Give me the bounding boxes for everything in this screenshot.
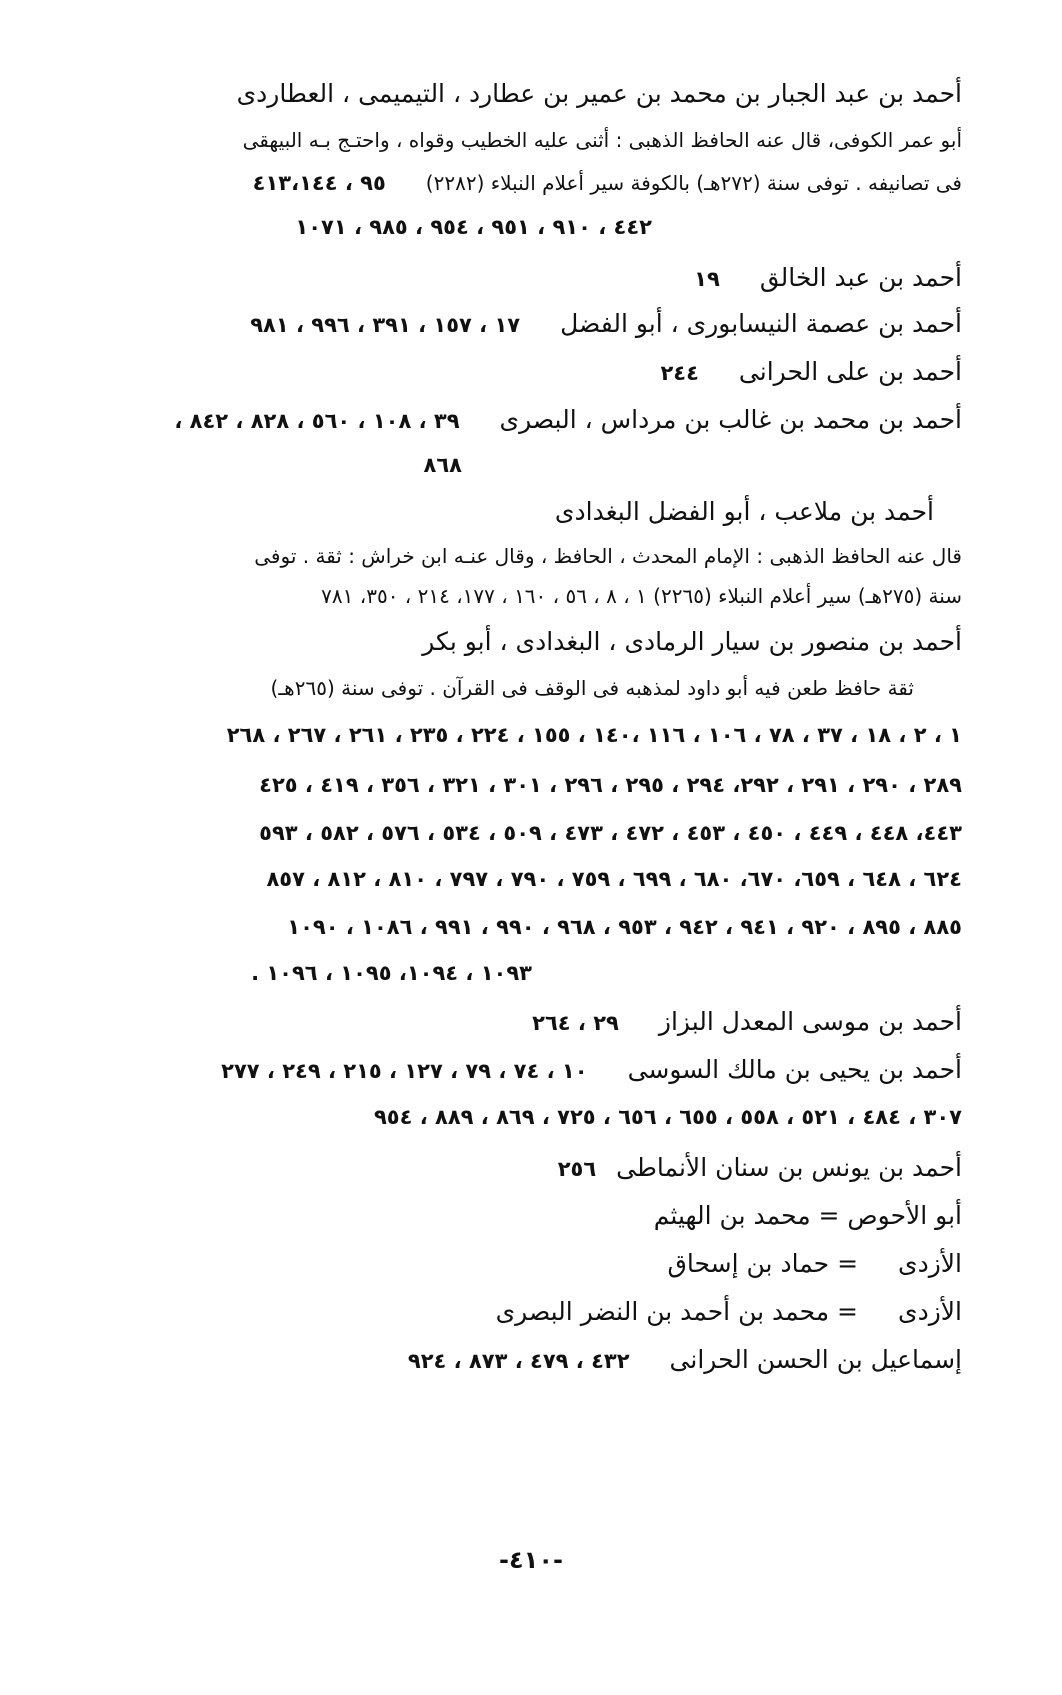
page-number: -٤١٠- <box>499 1546 563 1574</box>
page-references <box>295 214 652 240</box>
entry-name-text: أحمد بن منصور بن سيار الرمادى ، البغدادى ، أبو بكر <box>422 627 962 656</box>
page-references-text: ٤٤٣، ٤٤٨ ، ٤٤٩ ، ٤٥٠ ، ٤٥٣ ، ٤٧٢ ، ٤٧٣ ، ٥٠٩ ، ٥٣٤ ، ٥٧٦ ، ٥٨٢ ، ٥٩٣ <box>259 821 962 845</box>
entry-name-text: أحمد بن موسى المعدل البزاز <box>658 1007 962 1036</box>
cross-reference-label: الأزدى <box>898 1297 962 1326</box>
cross-reference-label: الأزدى <box>898 1249 962 1278</box>
cross-reference-target: = محمد بن أحمد بن النضر البصرى <box>495 1297 859 1326</box>
entry-name-text: أحمد بن عصمة النيسابورى ، أبو الفضل <box>560 309 962 338</box>
entry-description <box>253 170 962 196</box>
entry-description <box>271 676 914 701</box>
description-text: سنة (٢٧٥هـ) سير أعلام النبلاء (٢٢٦٥) ١ ، ٨ ، ٥٦ ، ١٦٠ ، ١٧٧، ٢١٤ ، ٣٥٠، ٧٨١ <box>321 584 962 608</box>
page-references: ٤٣٢ ، ٤٧٩ ، ٨٧٣ ، ٩٢٤ <box>407 1349 630 1373</box>
entry-name <box>555 496 934 527</box>
entry-name <box>532 1006 962 1037</box>
entry-name <box>694 262 962 293</box>
cross-reference-target: = حماد بن إسحاق <box>667 1249 859 1278</box>
page-references <box>424 452 462 478</box>
entry-name <box>408 1344 962 1375</box>
entry-description <box>243 128 962 153</box>
cross-reference <box>668 1248 962 1279</box>
entry-description <box>321 584 962 609</box>
entry-name <box>422 626 962 657</box>
description-text: ثقة حافظ طعن فيه أبو داود لمذهبه فى الوقف فى القرآن . توفى سنة (٢٦٥هـ) <box>270 676 914 700</box>
page-references-text: ٤٤٢ ، ٩١٠ ، ٩٥١ ، ٩٥٤ ، ٩٨٥ ، ١٠٧١ <box>295 215 652 239</box>
entry-name <box>221 1054 962 1085</box>
entry-name-text: أحمد بن يحيى بن مالك السوسى <box>627 1055 962 1084</box>
page-references <box>287 914 962 940</box>
page-references: ٩٥ ، ٤١٣،١٤٤ <box>252 171 386 195</box>
entry-name-text: أحمد بن محمد بن غالب بن مرداس ، البصرى <box>499 405 962 434</box>
page-references <box>259 772 962 798</box>
page-references-text: ٨٨٥ ، ٨٩٥ ، ٩٢٠ ، ٩٤١ ، ٩٤٢ ، ٩٥٣ ، ٩٦٨ ، ٩٩٠ ، ٩٩١ ، ١٠٨٦ ، ١٠٩٠ <box>287 915 962 939</box>
cross-reference <box>654 1200 962 1231</box>
entry-name <box>558 1152 962 1183</box>
page-references <box>266 866 962 892</box>
entry-name-text: أحمد بن على الحرانى <box>738 357 962 386</box>
page-references: ٣٩ ، ١٠٨ ، ٥٦٠ ، ٨٢٨ ، ٨٤٢ ، <box>174 409 460 433</box>
page-references <box>251 960 532 986</box>
entry-name-text: أحمد بن عبد الخالق <box>759 263 962 292</box>
entry-description <box>254 544 962 569</box>
entry-name <box>250 308 962 339</box>
page-references: ٢٤٤ <box>660 361 699 385</box>
page-references-text: ٢٨٩ ، ٢٩٠ ، ٢٩١ ، ٢٩٢، ٢٩٤ ، ٢٩٥ ، ٢٩٦ ، ٣٠١ ، ٣٢١ ، ٣٥٦ ، ٤١٩ ، ٤٢٥ <box>259 773 962 797</box>
page-references <box>374 1104 962 1130</box>
entry-name-text: أحمد بن عبد الجبار بن محمد بن عمير بن عطارد ، التيميمى ، العطاردى <box>236 79 962 108</box>
page-references: ١٧ ، ١٥٧ ، ٣٩١ ، ٩٩٦ ، ٩٨١ <box>250 313 521 337</box>
page-references: ٢٥٦ <box>557 1157 597 1181</box>
page-references-text: ١٠٩٣ ، ١٠٩٤، ١٠٩٥ ، ١٠٩٦ . <box>251 961 532 985</box>
entry-name-text: أحمد بن يونس بن سنان الأنماطى <box>616 1153 962 1182</box>
page-references <box>227 722 962 748</box>
entry-name <box>174 404 962 435</box>
entry-name <box>237 78 962 109</box>
cross-reference <box>496 1296 962 1327</box>
page-references: ١٩ <box>694 267 720 291</box>
entry-name <box>660 356 962 387</box>
page-references <box>259 820 962 846</box>
description-text: أبو عمر الكوفى، قال عنه الحافظ الذهبى : أثنى عليه الخطيب وقواه ، واحتـج بـه البيهقى <box>242 128 962 152</box>
page-references-text: ٣٠٧ ، ٤٨٤ ، ٥٢١ ، ٥٥٨ ، ٦٥٥ ، ٦٥٦ ، ٧٢٥ ، ٨٦٩ ، ٨٨٩ ، ٩٥٤ <box>373 1105 962 1129</box>
entry-name-text: إسماعيل بن الحسن الحرانى <box>669 1345 962 1374</box>
page-references-text: ١ ، ٢ ، ١٨ ، ٣٧ ، ٧٨ ، ١٠٦ ، ١١٦ ،١٤٠ ، ١٥٥ ، ٢٢٤ ، ٢٣٥ ، ٢٦١ ، ٢٦٧ ، ٢٦٨ <box>226 723 962 747</box>
description-text: فى تصانيفه . توفى سنة (٢٧٢هـ) بالكوفة سير أعلام النبلاء (٢٢٨٢) <box>425 171 962 195</box>
page-references: ١٠ ، ٧٤ ، ٧٩ ، ١٢٧ ، ٢١٥ ، ٢٤٩ ، ٢٧٧ <box>221 1059 588 1083</box>
page-references-text: ٨٦٨ <box>423 453 462 477</box>
entry-name-text: أحمد بن ملاعب ، أبو الفضل البغدادى <box>554 497 934 526</box>
page-references-text: ٦٢٤ ، ٦٤٨ ، ٦٥٩، ٦٧٠، ٦٨٠ ، ٦٩٩ ، ٧٥٩ ، ٧٩٠ ، ٧٩٧ ، ٨١٠ ، ٨١٢ ، ٨٥٧ <box>266 867 962 891</box>
page-references: ٢٩ ، ٢٦٤ <box>532 1011 619 1035</box>
description-text: قال عنه الحافظ الذهبى : الإمام المحدث ، الحافظ ، وقال عنـه ابن خراش : ثقة . توفى <box>254 544 962 568</box>
cross-reference-text: أبو الأحوص = محمد بن الهيثم <box>653 1201 962 1230</box>
